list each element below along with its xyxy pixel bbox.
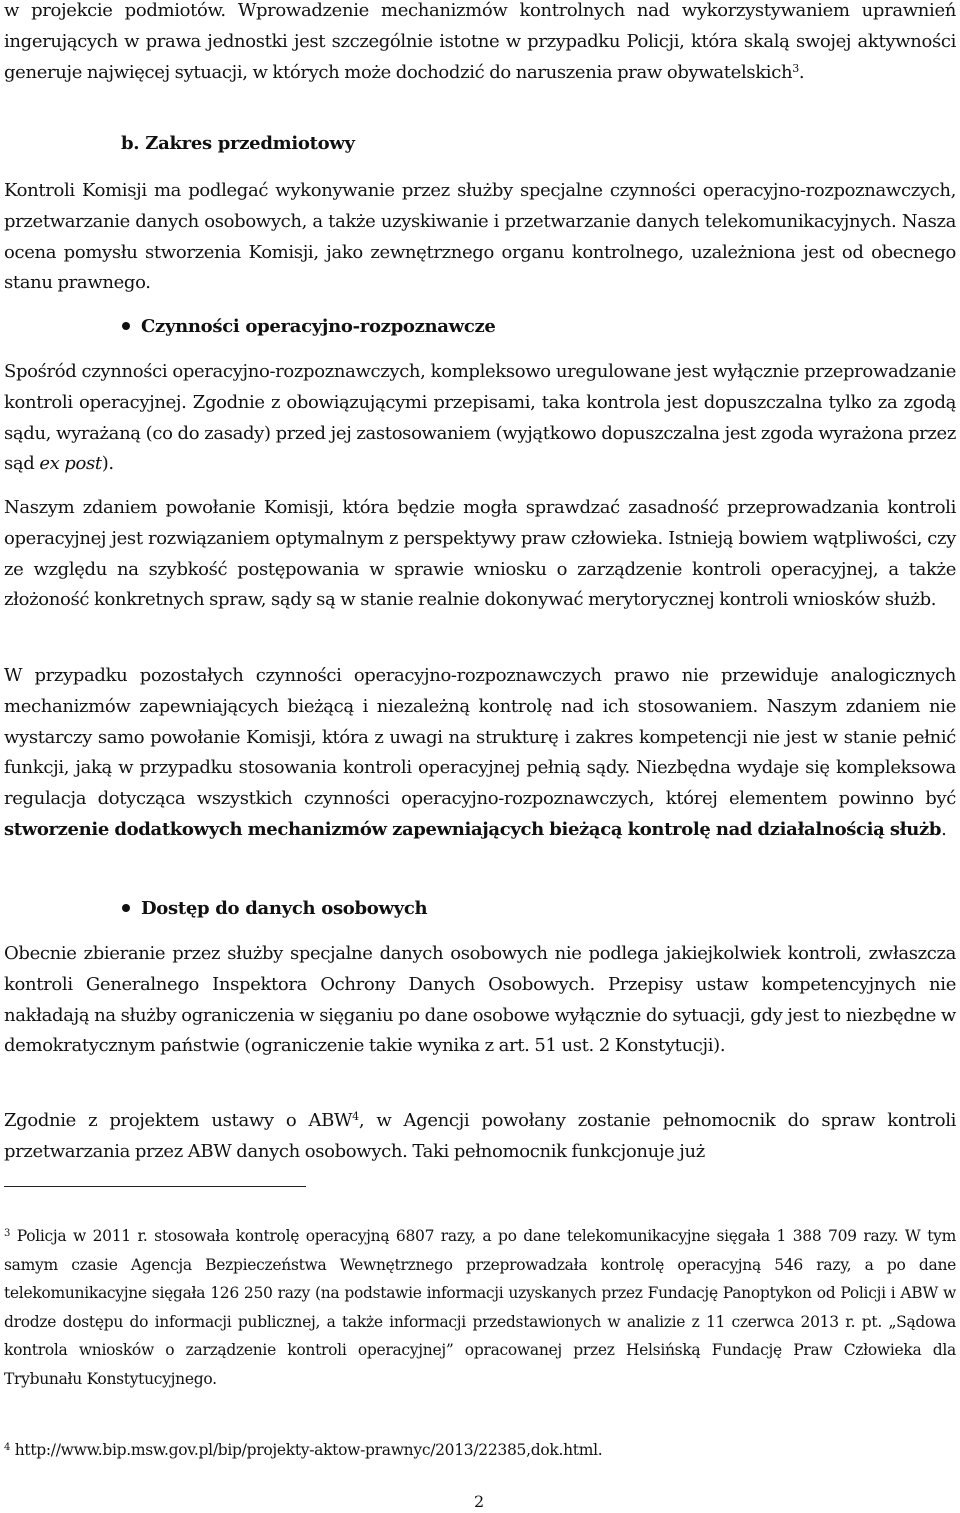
footnote-3 bbox=[4, 1222, 956, 1394]
bold-recommendation: stworzenie dodatkowych mechanizmów zapewniających bieżącą kontrolę nad działalnością służb bbox=[4, 818, 942, 840]
bullet-heading-operational bbox=[141, 312, 496, 342]
intro-end: . bbox=[798, 61, 805, 83]
footnote-text: Policja w 2011 r. stosowała kontrolę operacyjną 6807 razy, a po dane telekomunikacyjne sięgała 1 388 709 razy. W tym samym czasie Agencja Bezpieczeństwa Wewnętrznego przeprowadzała kontrolę operacyjną 546 razy, a po dane telekomunikacyjne sięgała 126 250 razy (na podstawie informacji uzyskanych przez Fundację Panoptykon od Policji i ABW w drodze dostępu do informacji publicznej, a także informacji przedstawionych w analizie z 11 czerwca 2013 r. pt. „Sądowa kontrola wniosków o zarządzenie kontroli operacyjnej” opracowanej przez Helsińską Fundację Praw Człowieka dla Trybunału Konstytucyjnego. bbox=[4, 1227, 956, 1388]
bullet-heading-personal-data bbox=[141, 894, 427, 924]
footnote-4 bbox=[4, 1436, 956, 1465]
footnote-ref-3[interactable]: 3 bbox=[792, 61, 799, 75]
personal-data-paragraph-2 bbox=[4, 1106, 956, 1168]
abw-text-after: , w Agencji powołany zostanie pełnomocnik do spraw kontroli przetwarzania przez ABW danych osobowych. Taki pełnomocnik funkcjonuje już bbox=[4, 1110, 957, 1162]
footnote-number: 4 bbox=[4, 1442, 11, 1453]
bullet-heading-text: Dostęp do danych osobowych bbox=[141, 898, 428, 919]
bullet-heading-text: Czynności operacyjno-rozpoznawcze bbox=[141, 316, 496, 337]
section-heading bbox=[121, 129, 355, 159]
operational-end-3: . bbox=[941, 818, 947, 840]
operational-paragraph-3 bbox=[4, 661, 956, 846]
footnote-number: 3 bbox=[4, 1228, 11, 1239]
intro-text: w projekcie podmiotów. Wprowadzenie mechanizmów kontrolnych nad wykorzystywaniem uprawnień ingerujących w prawa jednostki jest szczególnie istotne w przypadku Policji, która skalą swojej aktywności generuje najwięcej sytuacji, w których może dochodzić do naruszenia praw obywatelskich bbox=[4, 0, 956, 83]
operational-paragraph-2: Naszym zdaniem powołanie Komisji, która będzie mogła sprawdzać zasadność przeprowadzania kontroli operacyjnej jest rozwiązaniem optymalnym z perspektywy praw człowieka. Istnieją bowiem wątpliwości, czy ze względu na szybkość postępowania w sprawie wniosku o zarządzenie kontroli operacyjnej, a także złożoność konkretnych spraw, sądy są w stanie realnie dokonywać merytorycznej kontroli wniosków służb. bbox=[4, 497, 956, 611]
operational-paragraph-1 bbox=[4, 357, 956, 480]
personal-data-paragraph-1: Obecnie zbieranie przez służby specjalne danych osobowych nie podlega jakiejkolwiek kontroli, zwłaszcza kontroli Generalnego Inspektora Ochrony Danych Osobowych. Przepisy ustaw kompetencyjnych nie nakładają na służby ograniczenia w sięganiu po dane osobowe wyłącznie do sytuacji, gdy jest to niezbędne w demokratycznym państwie (ograniczenie takie wynika z art. 51 ust. 2 Konstytucji). bbox=[4, 943, 956, 1057]
italic-phrase: ex post bbox=[39, 453, 102, 475]
section-paragraph: Kontroli Komisji ma podlegać wykonywanie przez służby specjalne czynności operacyjno-rozpoznawczych, przetwarzanie danych osobowych, a także uzyskiwanie i przetwarzanie danych telekomunikacyjnych. Nasza ocena pomysłu stworzenia Komisji, jako zewnętrznego organu kontrolnego, uzależniona jest od obecnego stanu prawnego. bbox=[4, 180, 956, 294]
section-letter: b. bbox=[121, 133, 140, 154]
bullet-dot-icon bbox=[122, 904, 130, 912]
operational-end: ). bbox=[101, 453, 114, 475]
footnote-ref-4[interactable]: 4 bbox=[352, 1110, 359, 1123]
footnote-link[interactable]: http://www.bip.msw.gov.pl/bip/projekty-aktow-prawnyc/2013/22385,dok.html. bbox=[14, 1441, 603, 1459]
section-title: Zakres przedmiotowy bbox=[145, 133, 355, 154]
page-number: 2 bbox=[474, 1492, 485, 1511]
footnote-divider bbox=[4, 1186, 306, 1187]
bullet-dot-icon bbox=[122, 322, 130, 330]
intro-paragraph bbox=[4, 0, 956, 88]
operational-text: Spośród czynności operacyjno-rozpoznawczych, kompleksowo uregulowane jest wyłącznie przeprowadzanie kontroli operacyjnej. Zgodnie z obowiązującymi przepisami, taka kontrola jest dopuszczalna tylko za zgodą sądu, wyrażaną (co do zasady) przed jej zastosowaniem (wyjątkowo dopuszczalna jest zgoda wyrażona przez sąd bbox=[4, 361, 956, 475]
operational-text-3: W przypadku pozostałych czynności operacyjno-rozpoznawczych prawo nie przewiduje analogicznych mechanizmów zapewniających bieżącą i niezależną kontrolę nad ich stosowaniem. Naszym zdaniem nie wystarczy samo powołanie Komisji, która z uwagi na strukturę i zakres kompetencji nie jest w stanie pełnić funkcji, jaką w przypadku stosowania kontroli operacyjnej pełnią sądy. Niezbędna wydaje się kompleksowa regulacja dotycząca wszystkich czynności operacyjno-rozpoznawczych, której elementem powinno być bbox=[4, 665, 956, 810]
abw-text-before: Zgodnie z projektem ustawy o ABW bbox=[4, 1110, 353, 1131]
